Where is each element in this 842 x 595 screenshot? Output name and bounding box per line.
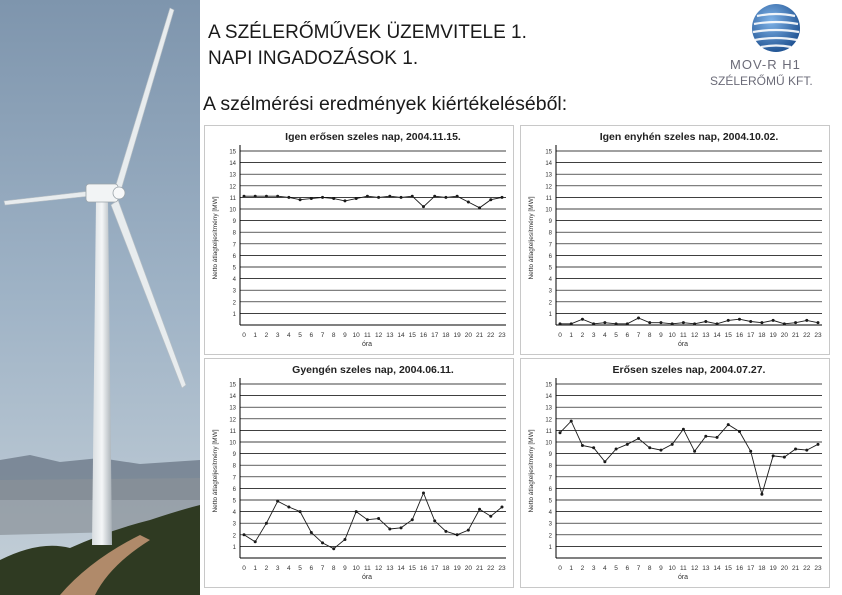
data-point (444, 530, 447, 533)
chart-title: Igen enyhén szeles nap, 2004.10.02. (599, 131, 779, 143)
data-point (716, 436, 719, 439)
x-tick-label: 17 (431, 565, 439, 572)
x-tick-label: 20 (464, 565, 472, 572)
x-tick-label: 13 (386, 565, 394, 572)
x-tick-label: 12 (374, 565, 383, 572)
data-point (265, 522, 268, 525)
x-tick-label: 17 (747, 332, 755, 339)
y-tick-label: 3 (232, 521, 236, 528)
x-tick-label: 15 (408, 332, 416, 339)
x-tick-label: 17 (431, 332, 439, 339)
x-tick-label: 9 (659, 565, 663, 572)
y-tick-label: 7 (232, 242, 236, 249)
y-tick-label: 4 (548, 510, 552, 517)
x-tick-label: 12 (374, 332, 383, 339)
x-tick-label: 6 (309, 565, 314, 572)
x-tick-label: 13 (702, 565, 710, 572)
x-tick-label: 3 (275, 565, 280, 572)
data-point (444, 196, 447, 199)
y-tick-label: 7 (548, 242, 552, 249)
x-tick-label: 20 (464, 332, 472, 339)
y-tick-label: 2 (232, 533, 236, 540)
data-point (693, 322, 696, 325)
data-point (332, 547, 335, 550)
x-tick-label: 15 (724, 332, 732, 339)
data-point (478, 206, 481, 209)
data-point (265, 195, 268, 198)
chart-frame (521, 359, 830, 588)
data-point (287, 505, 290, 508)
y-tick-label: 13 (545, 172, 552, 179)
y-tick-label: 10 (229, 207, 236, 214)
y-tick-label: 11 (545, 195, 552, 202)
data-point (243, 533, 246, 536)
data-point (817, 443, 820, 446)
chart-title: Igen erősen szeles nap, 2004.11.15. (285, 131, 461, 143)
y-tick-label: 2 (548, 300, 552, 307)
y-tick-label: 14 (229, 394, 236, 401)
y-tick-label: 5 (232, 265, 236, 272)
data-point (310, 531, 313, 534)
y-tick-label: 9 (548, 452, 552, 459)
data-point (749, 320, 752, 323)
data-point (671, 322, 674, 325)
data-point (310, 197, 313, 200)
x-tick-label: 16 (419, 332, 428, 339)
chart-very-calm (520, 125, 830, 355)
data-point (760, 493, 763, 496)
x-tick-label: 16 (419, 565, 428, 572)
x-tick-label: 6 (625, 565, 630, 572)
y-tick-label: 3 (232, 288, 236, 295)
chart-panel-light-wind (204, 358, 514, 588)
x-tick-label: 4 (603, 565, 607, 572)
x-tick-label: 6 (625, 332, 630, 339)
x-tick-label: 11 (364, 332, 371, 339)
x-tick-label: 1 (569, 332, 574, 339)
x-tick-label: 13 (702, 332, 710, 339)
data-point (287, 196, 290, 199)
data-point (615, 447, 618, 450)
data-point (467, 201, 470, 204)
data-point (254, 195, 257, 198)
x-tick-label: 12 (690, 565, 699, 572)
x-tick-label: 8 (331, 565, 336, 572)
y-axis-label: Netto átlagteljesítmény [MW] (528, 196, 535, 280)
data-point (411, 195, 414, 198)
data-point (388, 195, 391, 198)
x-tick-label: 2 (264, 332, 269, 339)
y-tick-label: 1 (548, 311, 552, 318)
x-tick-label: 19 (769, 565, 777, 572)
y-tick-label: 4 (232, 277, 236, 284)
data-point (648, 446, 651, 449)
x-tick-label: 2 (580, 332, 585, 339)
x-tick-label: 10 (352, 332, 360, 339)
y-tick-label: 13 (229, 172, 236, 179)
x-axis-label: óra (677, 341, 689, 348)
chart-strong-wind (520, 358, 830, 588)
x-tick-label: 19 (453, 332, 461, 339)
x-axis-label: óra (677, 574, 689, 581)
x-tick-label: 17 (747, 565, 755, 572)
y-tick-label: 6 (232, 486, 236, 493)
x-tick-label: 3 (591, 565, 596, 572)
data-point (343, 199, 346, 202)
x-tick-label: 8 (647, 332, 652, 339)
data-point (716, 322, 719, 325)
data-point (400, 526, 403, 529)
data-point (805, 449, 808, 452)
y-tick-label: 15 (545, 149, 552, 156)
y-tick-label: 2 (548, 533, 552, 540)
wind-turbine-photo (0, 0, 200, 595)
page-title-line2: NAPI INGADOZÁSOK 1. (208, 48, 419, 69)
x-tick-label: 12 (690, 332, 699, 339)
y-tick-label: 9 (232, 219, 236, 226)
data-point (760, 321, 763, 324)
y-tick-label: 10 (545, 440, 552, 447)
x-tick-label: 15 (408, 565, 416, 572)
data-point (422, 492, 425, 495)
chart-frame (521, 126, 830, 355)
y-tick-label: 12 (229, 184, 236, 191)
y-axis-label: Netto átlagteljesítmény [MW] (528, 429, 535, 513)
data-point (501, 505, 504, 508)
x-tick-label: 14 (713, 565, 721, 572)
x-tick-label: 20 (780, 332, 788, 339)
x-tick-label: 0 (558, 565, 562, 572)
company-logo (708, 0, 842, 92)
data-point (783, 456, 786, 459)
y-tick-label: 4 (548, 277, 552, 284)
y-tick-label: 2 (232, 300, 236, 307)
x-tick-label: 2 (264, 565, 269, 572)
x-tick-label: 20 (780, 565, 788, 572)
x-tick-label: 5 (298, 565, 302, 572)
x-tick-label: 4 (287, 332, 291, 339)
chart-frame (205, 359, 514, 588)
data-point (478, 508, 481, 511)
x-tick-label: 21 (791, 565, 800, 572)
data-point (794, 447, 797, 450)
data-point (411, 518, 414, 521)
y-tick-label: 9 (548, 219, 552, 226)
x-tick-label: 22 (803, 332, 811, 339)
x-tick-label: 8 (647, 565, 652, 572)
data-point (626, 322, 629, 325)
x-tick-label: 11 (680, 565, 687, 572)
x-tick-label: 18 (442, 565, 450, 572)
x-tick-label: 3 (591, 332, 596, 339)
x-tick-label: 9 (343, 332, 347, 339)
data-point (559, 431, 562, 434)
y-tick-label: 8 (548, 230, 552, 237)
x-tick-label: 7 (320, 332, 325, 339)
data-point (727, 423, 730, 426)
data-point (299, 198, 302, 201)
data-point (400, 196, 403, 199)
x-tick-label: 21 (791, 332, 800, 339)
data-point (570, 322, 573, 325)
y-tick-label: 6 (548, 253, 552, 260)
x-tick-label: 22 (487, 565, 495, 572)
data-point (299, 510, 302, 513)
data-point (456, 195, 459, 198)
y-tick-label: 12 (545, 184, 552, 191)
x-tick-label: 9 (659, 332, 663, 339)
data-point (772, 319, 775, 322)
data-point (659, 449, 662, 452)
x-tick-label: 18 (758, 332, 766, 339)
data-point (704, 435, 707, 438)
data-point (794, 321, 797, 324)
y-tick-label: 4 (232, 510, 236, 517)
x-tick-label: 10 (668, 565, 676, 572)
data-point (489, 198, 492, 201)
x-axis-label: óra (361, 341, 373, 348)
data-point (366, 195, 369, 198)
x-tick-label: 7 (636, 565, 641, 572)
chart-title: Erősen szeles nap, 2004.07.27. (612, 364, 766, 376)
data-point (738, 430, 741, 433)
data-point (456, 533, 459, 536)
x-tick-label: 1 (253, 332, 258, 339)
y-tick-label: 9 (232, 452, 236, 459)
x-tick-label: 5 (298, 332, 302, 339)
data-point (377, 196, 380, 199)
globe-logo-icon (751, 2, 801, 54)
data-point (749, 450, 752, 453)
x-tick-label: 6 (309, 332, 314, 339)
data-point (559, 322, 562, 325)
data-point (603, 460, 606, 463)
chart-very-windy (204, 125, 514, 355)
y-tick-label: 8 (232, 230, 236, 237)
data-point (603, 321, 606, 324)
chart-panel-very-windy (204, 125, 514, 355)
y-tick-label: 5 (548, 265, 552, 272)
data-point (682, 321, 685, 324)
y-axis-label: Netto átlagteljesítmény [MW] (212, 429, 219, 513)
logo-text-line1: MOV-R H1 (730, 57, 801, 72)
x-tick-label: 8 (331, 332, 336, 339)
chart-panel-strong-wind (520, 358, 830, 588)
x-tick-label: 16 (735, 565, 744, 572)
data-point (693, 450, 696, 453)
x-tick-label: 21 (475, 332, 484, 339)
x-tick-label: 19 (769, 332, 777, 339)
data-point (626, 443, 629, 446)
y-tick-label: 6 (232, 253, 236, 260)
data-point (592, 322, 595, 325)
y-tick-label: 5 (548, 498, 552, 505)
data-point (433, 195, 436, 198)
y-tick-label: 1 (232, 311, 236, 318)
x-axis-label: óra (361, 574, 373, 581)
x-tick-label: 14 (397, 565, 405, 572)
data-point (489, 515, 492, 518)
page-title-line1: A SZÉLERŐMŰVEK ÜZEMVITELE 1. (208, 22, 527, 43)
data-point (659, 321, 662, 324)
data-point (648, 321, 651, 324)
y-tick-label: 12 (229, 417, 236, 424)
y-tick-label: 3 (548, 288, 552, 295)
data-point (704, 320, 707, 323)
x-tick-label: 7 (320, 565, 325, 572)
data-point (805, 319, 808, 322)
data-point (276, 195, 279, 198)
data-point (243, 195, 246, 198)
y-tick-label: 11 (545, 428, 552, 435)
x-tick-label: 9 (343, 565, 347, 572)
y-tick-label: 13 (545, 405, 552, 412)
y-tick-label: 15 (545, 382, 552, 389)
data-point (581, 444, 584, 447)
y-tick-label: 7 (232, 475, 236, 482)
data-point (592, 446, 595, 449)
y-tick-label: 3 (548, 521, 552, 528)
x-tick-label: 0 (242, 565, 246, 572)
x-tick-label: 16 (735, 332, 744, 339)
data-point (366, 518, 369, 521)
y-tick-label: 14 (229, 161, 236, 168)
data-point (377, 517, 380, 520)
y-tick-label: 14 (545, 394, 552, 401)
x-tick-label: 21 (475, 565, 484, 572)
x-tick-label: 23 (814, 565, 822, 572)
data-point (355, 510, 358, 513)
y-tick-label: 7 (548, 475, 552, 482)
y-tick-label: 11 (229, 195, 236, 202)
x-tick-label: 22 (803, 565, 811, 572)
x-tick-label: 0 (242, 332, 246, 339)
x-tick-label: 18 (442, 332, 450, 339)
y-tick-label: 12 (545, 417, 552, 424)
data-point (321, 196, 324, 199)
data-point (615, 322, 618, 325)
data-point (682, 428, 685, 431)
x-tick-label: 15 (724, 565, 732, 572)
x-tick-label: 5 (614, 565, 618, 572)
chart-light-wind (204, 358, 514, 588)
y-tick-label: 10 (545, 207, 552, 214)
x-tick-label: 5 (614, 332, 618, 339)
x-tick-label: 23 (498, 332, 506, 339)
data-point (321, 541, 324, 544)
logo-text-line2: SZÉLERŐMŰ KFT. (710, 74, 813, 88)
chart-frame (205, 126, 514, 355)
x-tick-label: 7 (636, 332, 641, 339)
data-point (637, 437, 640, 440)
data-point (817, 321, 820, 324)
data-point (772, 454, 775, 457)
x-tick-label: 1 (569, 565, 574, 572)
x-tick-label: 4 (603, 332, 607, 339)
x-tick-label: 4 (287, 565, 291, 572)
data-point (332, 197, 335, 200)
chart-title: Gyengén szeles nap, 2004.06.11. (292, 364, 454, 376)
data-point (501, 196, 504, 199)
data-point (355, 197, 358, 200)
data-point (254, 540, 257, 543)
x-tick-label: 10 (668, 332, 676, 339)
x-tick-label: 22 (487, 332, 495, 339)
data-point (433, 519, 436, 522)
x-tick-label: 13 (386, 332, 394, 339)
data-point (637, 317, 640, 320)
turbine-hub (113, 187, 125, 199)
y-tick-label: 1 (232, 544, 236, 551)
data-point (727, 319, 730, 322)
data-point (422, 205, 425, 208)
x-tick-label: 14 (713, 332, 721, 339)
page-subtitle: A szélmérési eredmények kiértékeléséből: (203, 93, 568, 115)
y-axis-label: Netto átlagteljesítmény [MW] (212, 196, 219, 280)
data-point (738, 318, 741, 321)
x-tick-label: 0 (558, 332, 562, 339)
x-tick-label: 11 (680, 332, 687, 339)
y-tick-label: 8 (548, 463, 552, 470)
x-tick-label: 14 (397, 332, 405, 339)
data-point (581, 318, 584, 321)
x-tick-label: 23 (498, 565, 506, 572)
x-tick-label: 10 (352, 565, 360, 572)
y-tick-label: 5 (232, 498, 236, 505)
data-point (783, 322, 786, 325)
y-tick-label: 14 (545, 161, 552, 168)
x-tick-label: 11 (364, 565, 371, 572)
chart-panel-very-calm (520, 125, 830, 355)
x-tick-label: 23 (814, 332, 822, 339)
x-tick-label: 3 (275, 332, 280, 339)
y-tick-label: 15 (229, 382, 236, 389)
x-tick-label: 2 (580, 565, 585, 572)
y-tick-label: 15 (229, 149, 236, 156)
y-tick-label: 6 (548, 486, 552, 493)
y-tick-label: 8 (232, 463, 236, 470)
data-point (343, 538, 346, 541)
x-tick-label: 1 (253, 565, 258, 572)
data-point (467, 529, 470, 532)
x-tick-label: 18 (758, 565, 766, 572)
data-point (570, 420, 573, 423)
x-tick-label: 19 (453, 565, 461, 572)
y-tick-label: 1 (548, 544, 552, 551)
page-title (208, 20, 527, 72)
data-point (388, 528, 391, 531)
data-point (671, 443, 674, 446)
y-tick-label: 11 (229, 428, 236, 435)
data-point (276, 500, 279, 503)
y-tick-label: 13 (229, 405, 236, 412)
y-tick-label: 10 (229, 440, 236, 447)
